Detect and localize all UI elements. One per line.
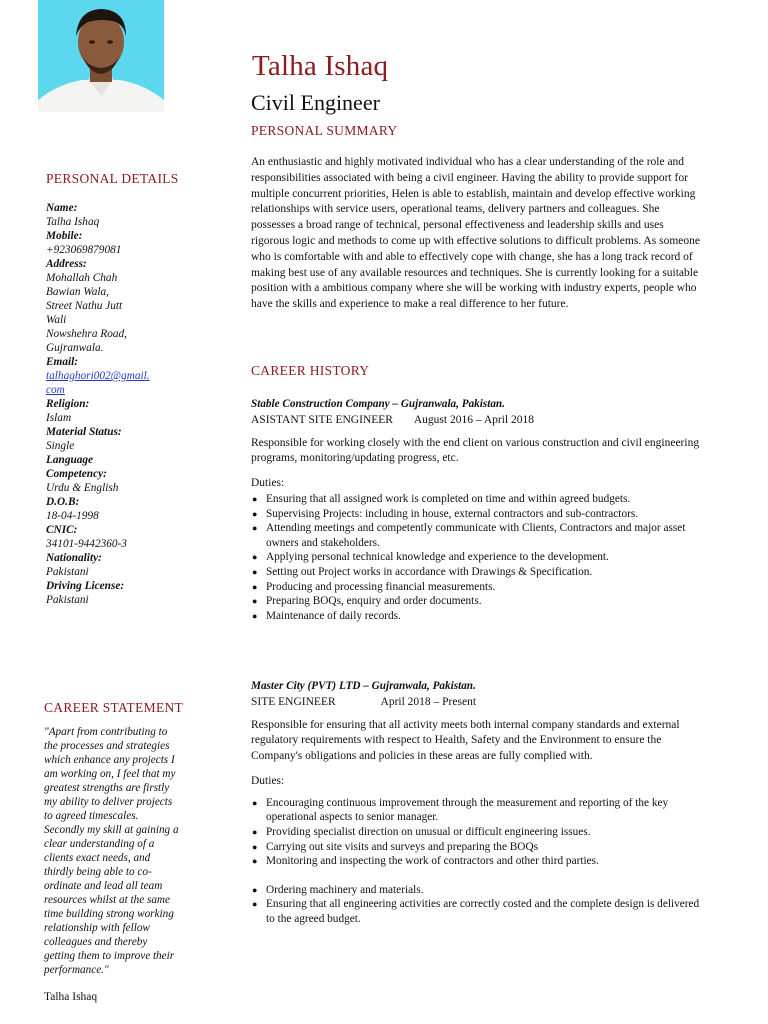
person-photo-icon — [38, 0, 164, 112]
career-statement-text: "Apart from contributing to the processes and strategies which enhance any projects I am working on, I feel that my greatest strengths are firstly my ability to deliver projects to agreed timescales. Secondly my skill at gaining a clear understanding of a clients exact needs, and thirdly being able to co- ordinate and lead all team resources whilst at the same time building strong working relationship with fellow colleagues and thereby getting them to improve their performance." — [44, 726, 179, 976]
profile-photo — [38, 0, 164, 112]
email-link[interactable]: talhaghori002@gmail.com — [46, 370, 150, 396]
marital-status-label: Material Status: — [46, 426, 122, 438]
language-value: Urdu & English — [46, 482, 119, 494]
address-value: Mohallah Chah Bawian Wala, Street Nathu Jutt Wali Nowshehra Road, Gujranwala. — [46, 272, 127, 354]
personal-summary-text: An enthusiastic and highly motivated individual who has a clear understanding of the role and responsibilities associated with being a civil engineer. Having the ability to provide support for multiple concurrent priorities, Helen is able to establish, maintain and develop effective working relationships with service users, operational teams, delivery partners and colleagues. She possesses a broad range of technical, personal effectiveness and leadership skills and uses rigorous logic and methods to come up with effective solutions to difficult problems. As someone who is comfortable with and able to effectively cope with change, she has a long track record of making best use of any available resources and techniques. She is currently looking for a suitable position with a ambitious company where she will be working with industry experts, people who have the skills and experience to make a real difference to her future. — [251, 156, 700, 311]
job-title-line — [251, 695, 703, 711]
email-label: Email: — [46, 356, 79, 368]
signature: Talha Ishaq — [44, 991, 98, 1003]
bullet-icon: ● — [252, 508, 258, 519]
mobile-label: Mobile: — [46, 230, 83, 242]
driving-license-value: Pakistani — [46, 594, 89, 606]
job-entry — [251, 679, 703, 927]
duty-item: ● Supervising Projects: including in house, external contractors and sub-contractors. — [252, 507, 639, 520]
job-title: SITE ENGINEER — [251, 695, 336, 708]
duty-item: ● Attending meetings and competently communicate with Clients, Contractors and major asset owners and stakeholders. — [252, 522, 686, 549]
cnic-label: CNIC: — [46, 524, 78, 536]
job-title: ASISTANT SITE ENGINEER — [251, 413, 393, 426]
bullet-icon: ● — [252, 841, 258, 852]
duty-item: ● Monitoring and inspecting the work of contractors and other third parties. — [252, 855, 599, 868]
duty-item: ● Ordering machinery and materials. — [252, 883, 424, 896]
duty-item: ● Maintenance of daily records. — [252, 609, 401, 622]
duty-item: ● Setting out Project works in accordance with Drawings & Specification. — [252, 565, 593, 578]
bullet-icon: ● — [252, 493, 258, 504]
religion-label: Religion: — [46, 398, 90, 410]
job-dates: August 2016 – April 2018 — [413, 413, 534, 426]
bullet-icon: ● — [252, 596, 258, 607]
candidate-role: Civil Engineer — [251, 90, 380, 115]
job-entry — [251, 397, 703, 623]
mobile-value: +923069879081 — [46, 244, 122, 256]
duty-item: ● Producing and processing financial measurements. — [252, 580, 496, 593]
career-statement-heading: CAREER STATEMENT — [44, 700, 184, 715]
job-company: Master City (PVT) LTD – Gujranwala, Pakistan. — [251, 680, 476, 692]
duties-label: Duties: — [251, 477, 285, 490]
duty-item: ● Ensuring that all assigned work is completed on time and within agreed budgets. — [252, 492, 631, 505]
dob-label: D.O.B: — [46, 496, 80, 508]
duty-item: ● Applying personal technical knowledge and experience to the development. — [252, 551, 609, 564]
candidate-name: Talha Ishaq — [252, 50, 389, 82]
duty-item: ● Ensuring that all engineering activities are correctly costed and the complete design is delivered to the agreed budget. — [252, 898, 700, 925]
bullet-icon: ● — [252, 552, 258, 563]
marital-status-value: Single — [46, 440, 75, 452]
job-company: Stable Construction Company – Gujranwala, Pakistan. — [251, 398, 505, 410]
job-dates: April 2018 – Present — [380, 695, 477, 708]
dob-value: 18-04-1998 — [46, 510, 99, 522]
duty-item: ● Preparing BOQs, enquiry and order documents. — [252, 595, 482, 608]
duties-list — [251, 796, 703, 927]
bullet-icon: ● — [252, 884, 258, 895]
bullet-icon: ● — [252, 610, 258, 621]
bullet-icon: ● — [252, 581, 258, 592]
cnic-value: 34101-9442360-3 — [46, 538, 127, 550]
personal-details-heading: PERSONAL DETAILS — [46, 171, 179, 186]
bullet-icon: ● — [252, 856, 258, 867]
bullet-icon: ● — [252, 523, 258, 534]
duty-item: ● Carrying out site visits and surveys and preparing the BOQs — [252, 840, 539, 853]
bullet-icon: ● — [252, 797, 258, 808]
nationality-value: Pakistani — [46, 566, 89, 578]
duties-list — [251, 492, 703, 623]
bullet-icon: ● — [252, 826, 258, 837]
job-description: Responsible for ensuring that all activity meets both internal company standards and external regulatory requirements with respect to Health, Safety and the Environment to ensure the Company's obligations and policies in these areas are fully complied with. — [251, 718, 680, 763]
job-description: Responsible for working closely with the end client on various construction and civil engineering programs, monitoring/updating progress, etc. — [251, 436, 700, 465]
duty-item: ● Encouraging continuous improvement through the measurement and reporting of the key operational aspects to senior manager. — [252, 796, 669, 824]
personal-details — [46, 201, 216, 607]
bullet-icon: ● — [252, 566, 258, 577]
duty-item: ● Providing specialist direction on unusual or difficult engineering issues. — [252, 825, 591, 838]
name-value: Talha Ishaq — [46, 216, 100, 228]
driving-license-label: Driving License: — [46, 580, 125, 592]
job-title-line — [251, 413, 703, 429]
language-label: Language Competency: — [46, 454, 107, 480]
nationality-label: Nationality: — [46, 552, 102, 564]
personal-summary-heading: PERSONAL SUMMARY — [251, 123, 398, 138]
address-label: Address: — [46, 258, 87, 270]
career-history-heading: CAREER HISTORY — [251, 363, 370, 378]
name-label: Name: — [46, 202, 78, 214]
duties-label: Duties: — [251, 774, 285, 787]
bullet-icon: ● — [252, 899, 258, 910]
religion-value: Islam — [46, 412, 72, 424]
